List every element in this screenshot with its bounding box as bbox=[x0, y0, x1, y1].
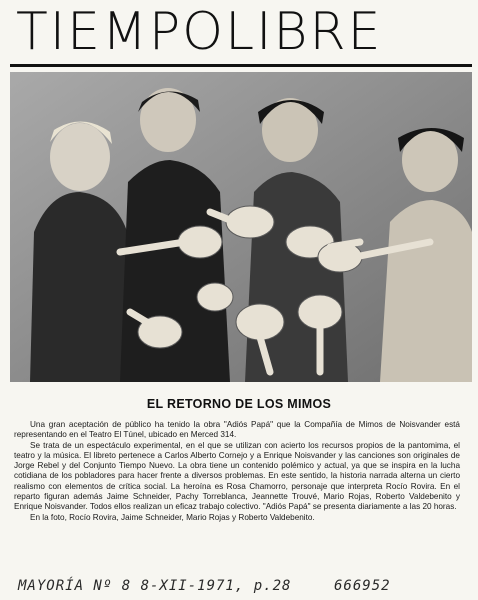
masthead-rule bbox=[10, 64, 472, 67]
article-paragraph: Se trata de un espectáculo experimental, en el que se utilizan con acierto los recursos propios de la pantomima, el teatro y la música. El libreto pertenece a Carlos Alberto Cornejo y a Enrique Noisvander y las canciones son originales de Jorge Rebel y del Conjunto Tiempo Nuevo. La obra tiene un contenido polémico y actual, ya que se inspira en la lucha cotidiana de los pobladores para hacer frente a diversos problemas. En este sentido, la historia narrada alterna un cierto realismo con elementos de crítica social. La heroína es Rosa Chamorro, personaje que interpreta Rocío Rovira. En el reparto figuran además Jaime Schneider, Pachy Torreblanca, Jeannette Trouvé, Mario Rojas, Roberto Valdebenito y Enrique Noisvander. Todos ellos realizan un eficaz trabajo colectivo. "Adiós Papá" se presenta diariamente a las 20 horas. bbox=[14, 441, 460, 511]
mime-group-photo bbox=[10, 72, 472, 382]
article-paragraph: Una gran aceptación de público ha tenido la obra "Adiós Papá" que la Compañía de Mimos de Noisvander está representando en el Teatro El Túnel, ubicado en Merced 314. bbox=[14, 420, 460, 440]
handwritten-annotation bbox=[18, 578, 458, 600]
masthead-title: TIEMPOLIBRE bbox=[16, 2, 383, 62]
article-headline: EL RETORNO DE LOS MIMOS bbox=[146, 397, 332, 411]
source-citation: MAYORÍA Nº 8 8-XII-1971, p.28 bbox=[18, 578, 292, 594]
photo-caption: En la foto, Rocío Rovira, Jaime Schneider, Mario Rojas y Roberto Valdebenito. bbox=[30, 512, 315, 522]
article-body bbox=[14, 420, 460, 523]
archive-number: 666952 bbox=[334, 578, 391, 594]
